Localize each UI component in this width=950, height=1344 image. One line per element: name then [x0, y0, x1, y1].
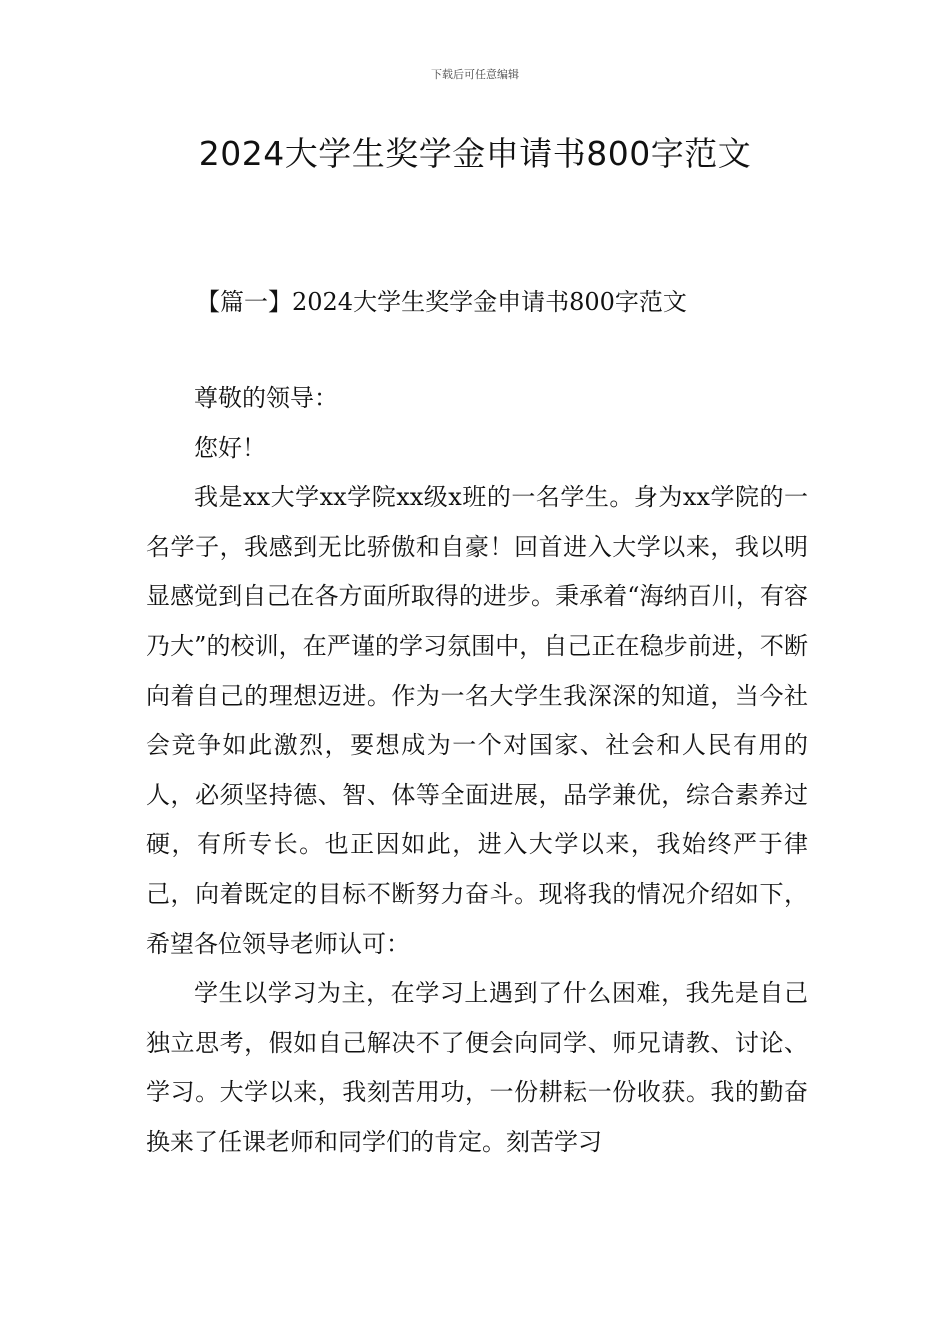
- body-paragraph-study: 学生以学习为主，在学习上遇到了什么困难，我先是自己独立思考，假如自己解决不了便会向同学、师兄请教、讨论、学习。大学以来，我刻苦用功，一份耕耘一份收获。我的勤奋换来了任课老师和同学们的肯定。刻苦学习: [146, 979, 808, 1156]
- greeting: 您好！: [194, 433, 266, 462]
- header-note: 下载后可任意编辑: [431, 68, 519, 81]
- document-title: 2024大学生奖学金申请书800字范文: [198, 134, 752, 173]
- body-paragraph-intro: 我是xx大学xx学院xx级x班的一名学生。身为xx学院的一名学子，我感到无比骄傲和自豪！回首进入大学以来，我以明显感觉到自己在各方面所取得的进步。秉承着“海纳百川，有容乃大”的校训，在严谨的学习氛围中，自己正在稳步前进，不断向着自己的理想迈进。作为一名大学生我深深的知道，当今社会竞争如此激烈，要想成为一个对国家、社会和人民有用的人，必须坚持德、智、体等全面进展，品学兼优，综合素养过硬，有所专长。也正因如此，进入大学以来，我始终严于律己，向着既定的目标不断努力奋斗。现将我的情况介绍如下，希望各位领导老师认可：: [146, 483, 808, 958]
- salutation: 尊敬的领导：: [194, 384, 338, 412]
- section-heading: 【篇一】2024大学生奖学金申请书800字范文: [196, 288, 687, 316]
- document-body: [146, 374, 808, 1168]
